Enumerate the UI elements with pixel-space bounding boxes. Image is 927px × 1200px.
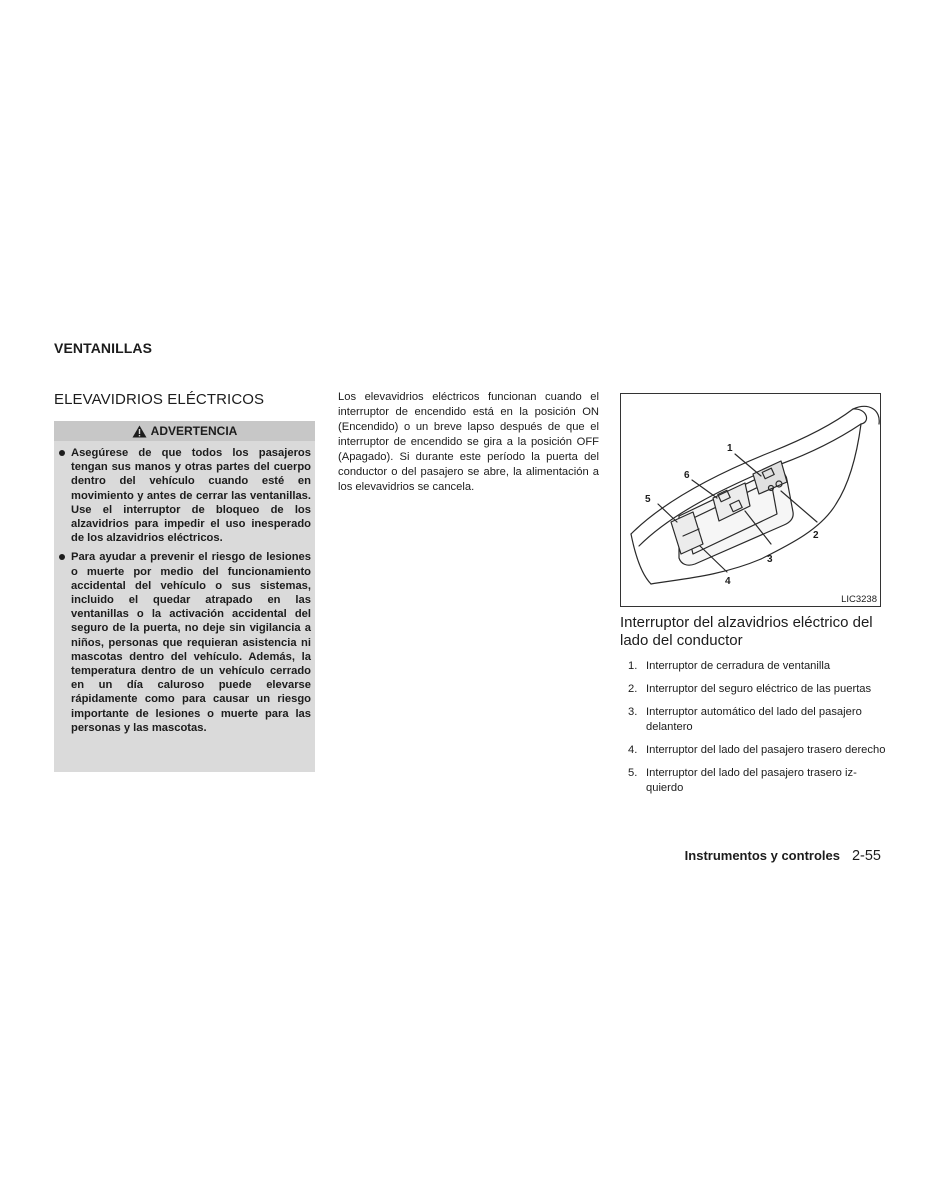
section-title: VENTANILLAS bbox=[54, 340, 153, 356]
warning-list bbox=[54, 441, 315, 735]
list-item-text: Interruptor del lado del pasajero trasero izquierdo bbox=[646, 767, 857, 794]
bullet-icon bbox=[59, 450, 65, 456]
list-item-number: 3. bbox=[628, 706, 638, 718]
list-item bbox=[628, 705, 886, 735]
figure-caption: Interruptor del alzavidrios eléctrico del lado del conductor bbox=[620, 614, 873, 649]
list-item-number: 1. bbox=[628, 660, 638, 672]
warning-item bbox=[59, 446, 311, 545]
warning-header bbox=[54, 421, 315, 441]
callout-6: 6 bbox=[684, 470, 690, 481]
warning-box bbox=[54, 421, 315, 772]
callout-2: 2 bbox=[813, 530, 819, 541]
window-switch-illustration bbox=[621, 394, 880, 606]
warning-label: ADVERTENCIA bbox=[150, 424, 238, 438]
warning-item-text: Asegúrese de que todos los pasajeros tengan sus manos y otras partes del cuerpo dentro del vehículo cuando esté en movimiento y antes de cerrar las ventanillas. Use el interruptor de bloqueo de los alzavidrios para impedir el uso inesperado de los alzavidrios eléctricos. bbox=[71, 447, 311, 545]
figure-code: LIC3238 bbox=[841, 594, 877, 605]
list-item bbox=[628, 682, 886, 697]
subsection-title: ELEVAVIDRIOS ELÉCTRICOS bbox=[54, 391, 265, 408]
list-item-number: 2. bbox=[628, 683, 638, 695]
list-item-text: Interruptor del lado del pasajero trasero derecho bbox=[646, 744, 886, 756]
footer-section-title: Instrumentos y controles bbox=[684, 848, 840, 863]
callout-4: 4 bbox=[725, 576, 731, 587]
parts-list bbox=[628, 659, 886, 804]
warning-item-text: Para ayudar a prevenir el riesgo de lesiones o muerte por medio del funcionamiento accidental del vehículo o sus sistemas, incluido el quedar atrapado en las ventanillas o la activación accidental del seguro de la puerta, no deje sin vigilancia a niños, personas que requieran asistencia ni mascotas dentro del vehículo. Además, la temperatura dentro de un vehículo cerrado en un día caluroso puede elevarse rápidamente como para causar un riesgo importante de lesiones o muerte para las personas y las mascotas. bbox=[71, 551, 311, 734]
list-item-number: 4. bbox=[628, 744, 638, 756]
page-number: 2-55 bbox=[851, 848, 881, 864]
page-footer bbox=[685, 848, 881, 864]
list-item-text: Interruptor automático del lado del pasajero delantero bbox=[646, 706, 862, 733]
callout-3: 3 bbox=[767, 554, 773, 565]
figure bbox=[620, 393, 881, 607]
warning-item bbox=[59, 550, 311, 735]
list-item bbox=[628, 766, 886, 796]
list-item bbox=[628, 743, 886, 758]
bullet-icon bbox=[59, 554, 65, 560]
callout-1: 1 bbox=[727, 443, 733, 454]
body-text: Los elevavidrios eléctricos funcionan cuando el interruptor de encendido está en la posición ON (Encendido) o un breve lapso después de que el interruptor de encendido se gira a la posición OFF (Apagado). Si durante este período la puerta del conductor o del pasajero se abre, la alimentación a los elevavidrios se cancela. bbox=[338, 391, 599, 493]
callout-5: 5 bbox=[645, 494, 651, 505]
list-item-number: 5. bbox=[628, 767, 638, 779]
list-item bbox=[628, 659, 886, 674]
list-item-text: Interruptor de cerradura de ventanilla bbox=[646, 660, 831, 672]
warning-triangle-icon bbox=[132, 425, 147, 438]
list-item-text: Interruptor del seguro eléctrico de las puertas bbox=[646, 683, 872, 695]
